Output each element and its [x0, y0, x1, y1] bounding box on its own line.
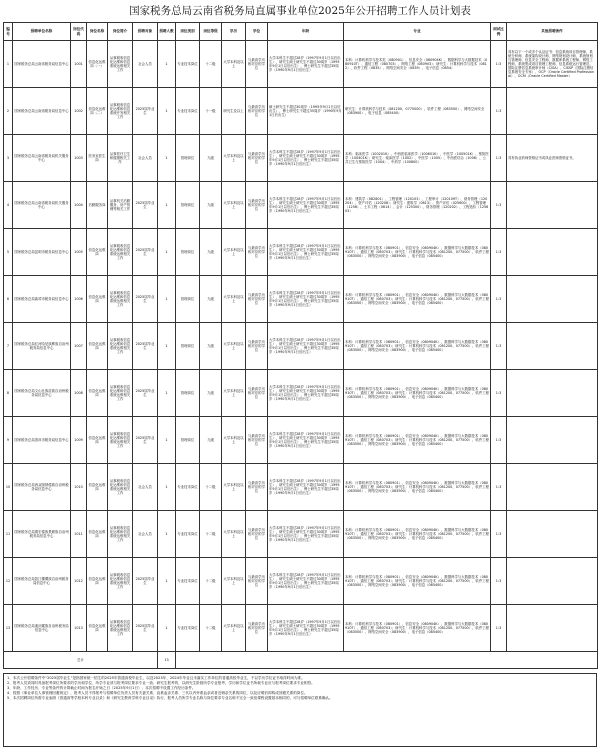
cell-intro: 从事税收信息化运维和信息系统运维相关工作	[108, 41, 133, 88]
column-header: 编号	[4, 23, 13, 41]
cell-no: 12	[4, 558, 13, 605]
cell-count: 1	[158, 558, 176, 605]
column-header: 岗位等级	[200, 23, 222, 41]
cell-post: 后勤服务岗	[87, 182, 108, 229]
cell-post: 信息化运维岗	[87, 511, 108, 558]
cell-unit: 国家税务总局云南省税务局机关服务中心	[13, 182, 71, 229]
cell-post: 医务室医生岗	[87, 135, 108, 182]
cell-age: 大学本科生不超过28岁（1997年9月1日以后出生），研究生硕士研究生不超过30周岁（1995年9月1日以后出生），博士研究生不超过35周岁（1990年9月1日后出生）	[268, 276, 344, 323]
cell-level: 九级	[200, 370, 222, 417]
column-header: 岗位简介	[108, 23, 133, 41]
cell-deg: 与最高学历相对应的学位	[246, 464, 268, 511]
cell-deg: 与最高学历相对应的学位	[246, 41, 268, 88]
cell-level: 十二级	[200, 464, 222, 511]
cell-target: 2025届毕业生	[133, 370, 158, 417]
cell-other	[507, 605, 598, 652]
cell-post: 信息化运维岗	[87, 276, 108, 323]
cell-other	[507, 182, 598, 229]
cell-cat: 专业技术岗位	[176, 88, 200, 135]
table-row	[4, 88, 598, 135]
cell-other: 具有以下一个或多个认证证书：信息系统项目管理师、系统分析师、系统架构设计师、网络规划设计师、系统规划与管理师、信息安全工程师、数据库系统工程师、网络工程师、系统集成项目管理工程师、信息系统运行管理员、国际注册信息系统审计师（CISA）、CISSP（国际注册信息系统安全专家）、OCP（Oracle Certified Professional）、OCM（Oracle Certified Master）	[507, 41, 598, 88]
cell-target: 社会人员	[133, 511, 158, 558]
cell-target: 2025届毕业生	[133, 417, 158, 464]
cell-intro: 从事税收信息化运维和信息系统运维相关工作	[108, 323, 133, 370]
total-empty	[176, 652, 598, 669]
cell-no: 5	[4, 229, 13, 276]
cell-unit: 国家税务总局迪庆藏族自治州税务局信息中心	[13, 605, 71, 652]
cell-post: 信息化运维岗	[87, 558, 108, 605]
cell-target: 2025届毕业生	[133, 229, 158, 276]
cell-deg: 与最高学历相对应的学位	[246, 605, 268, 652]
table-row	[4, 558, 598, 605]
cell-major: 本科：计算机科学与技术（080901）、信息安全（080904K）、数据科学与大数据技术（080910T）、通信工程（080703）；研究生：计算机科学与技术（081200、077500）、软件工程（083500）、网络空间安全（083900）、电子信息（085400）	[344, 464, 491, 511]
cell-cat: 管理岗位	[176, 370, 200, 417]
total-count: 13	[158, 652, 176, 669]
cell-code: 1013	[71, 605, 87, 652]
cell-level: 十二级	[200, 605, 222, 652]
table-row	[4, 229, 598, 276]
cell-age: 大学本科生不超过28岁（1997年9月1日以后出生），研究生硕士研究生不超过30周岁（1995年9月1日以后出生），博士研究生不超过35周岁（1990年9月1日后出生）	[268, 464, 344, 511]
cell-edu: 大学本科及以上	[222, 370, 246, 417]
cell-count: 1	[158, 464, 176, 511]
table-row	[4, 370, 598, 417]
cell-deg: 与最高学历相对应的学位	[246, 135, 268, 182]
cell-ratio: 1:3	[491, 605, 507, 652]
cell-edu: 大学本科及以上	[222, 417, 246, 464]
cell-other	[507, 88, 598, 135]
cell-code: 1005	[71, 229, 87, 276]
cell-target: 2025届毕业生	[133, 605, 158, 652]
table-header-row	[4, 23, 598, 41]
cell-no: 7	[4, 323, 13, 370]
cell-level: 九级	[200, 276, 222, 323]
column-header: 年龄	[268, 23, 344, 41]
cell-count: 1	[158, 88, 176, 135]
notes-section	[3, 673, 597, 747]
cell-edu: 大学本科及以上	[222, 558, 246, 605]
cell-intro: 从事税收信息化运维和信息系统运维相关工作	[108, 605, 133, 652]
table-row	[4, 323, 598, 370]
cell-major: 本科：计算机科学与技术（080901）、信息安全（080904K）、数据科学与大数据技术（080910T）、通信工程（080703）；研究生：计算机科学与技术（081200、077500）、软件工程（083500）、网络空间安全（083900）、电子信息（085400）	[344, 605, 491, 652]
cell-intro: 从事医疗卫生和健康相关工作	[108, 135, 133, 182]
cell-unit: 国家税务总局昆明市税务局信息中心	[13, 229, 71, 276]
cell-level: 十二级	[200, 558, 222, 605]
cell-deg: 与最高学历相对应的学位	[246, 88, 268, 135]
cell-count: 1	[158, 229, 176, 276]
cell-level: 九级	[200, 135, 222, 182]
cell-ratio: 1:3	[491, 464, 507, 511]
cell-deg: 与最高学历相对应的学位	[246, 558, 268, 605]
cell-unit: 国家税务总局云南省税务局机关服务中心	[13, 135, 71, 182]
cell-count: 1	[158, 370, 176, 417]
cell-post: 信息化运维岗	[87, 464, 108, 511]
cell-deg: 与最高学历相对应的学位	[246, 323, 268, 370]
cell-no: 6	[4, 276, 13, 323]
cell-target: 2025届毕业生	[133, 323, 158, 370]
cell-ratio: 1:3	[491, 276, 507, 323]
cell-code: 1012	[71, 558, 87, 605]
cell-unit: 国家税务总局文山壮族苗族自治州税务局信息中心	[13, 370, 71, 417]
cell-code: 1011	[71, 511, 87, 558]
cell-code: 1009	[71, 417, 87, 464]
column-header: 学历	[222, 23, 246, 41]
cell-count: 1	[158, 323, 176, 370]
cell-count: 1	[158, 605, 176, 652]
table-row	[4, 464, 598, 511]
cell-edu: 大学本科及以上	[222, 276, 246, 323]
note-line: 3、年龄、工作经历、专业等条件的计算截止时间为报名开始之日（2025年9月1日）；本次招聘不设置工作经历条件。	[7, 686, 196, 691]
column-header: 面试比例	[491, 23, 507, 41]
cell-level: 九级	[200, 182, 222, 229]
cell-level: 十二级	[200, 41, 222, 88]
cell-intro: 从事税收信息化运维和信息系统运维相关工作	[108, 276, 133, 323]
cell-deg: 与最高学历相对应的学位	[246, 229, 268, 276]
cell-code: 1010	[71, 464, 87, 511]
cell-cat: 专业技术岗位	[176, 511, 200, 558]
cell-unit: 国家税务总局西双版纳傣族自治州税务局信息中心	[13, 464, 71, 511]
cell-ratio: 1:3	[491, 135, 507, 182]
cell-code: 1001	[71, 41, 87, 88]
cell-edu: 大学本科及以上	[222, 511, 246, 558]
cell-intro: 从事税收信息化运维和信息系统开发相关工作	[108, 88, 133, 135]
cell-count: 1	[158, 511, 176, 558]
table-row	[4, 135, 598, 182]
column-header: 岗位名称	[87, 23, 108, 41]
cell-intro: 从事税收信息化运维和信息系统运维相关工作	[108, 370, 133, 417]
cell-code: 1007	[71, 323, 87, 370]
cell-age: 大学本科生不超过28岁（1997年9月1日以后出生），研究生硕士研究生不超过30周岁（1995年9月1日以后出生），博士研究生不超过35周岁（1990年9月1日后出生）	[268, 135, 344, 182]
cell-other	[507, 464, 598, 511]
cell-no: 8	[4, 370, 13, 417]
cell-cat: 专业技术岗位	[176, 605, 200, 652]
cell-other	[507, 511, 598, 558]
column-header: 招聘人数	[158, 23, 176, 41]
cell-code: 1004	[71, 182, 87, 229]
cell-major: 本科：计算机科学与技术（080901）、信息安全（080904K）、数据科学与大数据技术（080910T）、通信工程（080703）；研究生：计算机科学与技术（081200、077500）、软件工程（083500）、网络空间安全（083900）、电子信息（085400）	[344, 558, 491, 605]
cell-code: 1003	[71, 135, 87, 182]
recruitment-table	[3, 22, 598, 669]
cell-code: 1006	[71, 276, 87, 323]
column-header: 岗位代码	[71, 23, 87, 41]
cell-no: 11	[4, 511, 13, 558]
cell-count: 1	[158, 41, 176, 88]
cell-edu: 大学本科及以上	[222, 182, 246, 229]
table-row	[4, 276, 598, 323]
cell-major: 本科：计算机科学与技术（080901）、信息安全（080904K）、数据科学与大数据技术（080910T）、通信工程（080703）；研究生：计算机科学与技术（081200、077500）、软件工程（083500）、网络空间安全（083900）、电子信息（085400）	[344, 511, 491, 558]
cell-level: 十二级	[200, 511, 222, 558]
cell-ratio: 1:3	[491, 417, 507, 464]
cell-intro: 从事机关后勤服务、房产管理等相关工作	[108, 182, 133, 229]
cell-age: 大学本科生不超过28岁（1997年9月1日以后出生），研究生硕士研究生不超过30周岁（1995年9月1日以后出生），博士研究生不超过35周岁（1990年9月1日后出生）	[268, 558, 344, 605]
cell-no: 3	[4, 135, 13, 182]
cell-code: 1002	[71, 88, 87, 135]
cell-target: 2025届毕业生	[133, 276, 158, 323]
cell-cat: 专业技术岗位	[176, 464, 200, 511]
column-header: 招聘单位名称	[13, 23, 71, 41]
cell-ratio: 1:3	[491, 370, 507, 417]
column-header: 专业	[344, 23, 491, 41]
cell-no: 10	[4, 464, 13, 511]
note-line: 5、本次招聘岗位所需专业参照《普通高等学校本科专业目录》和《研究生教育学科专业目录》执行，报考人员所学专业名称与岗位要求专业名称不完全一致但课程设置基本相同的，可与招聘单位联系确认。	[7, 696, 333, 701]
cell-ratio: 1:3	[491, 558, 507, 605]
column-header: 学位	[246, 23, 268, 41]
cell-age: 大学本科生不超过28岁（1997年9月1日以后出生），研究生硕士研究生不超过30周岁（1995年9月1日以后出生），博士研究生不超过35周岁（1990年9月1日后出生）	[268, 511, 344, 558]
cell-other	[507, 417, 598, 464]
note-line: 1、本次公开招聘条件中“2025届毕业生”是指国家统一招生的2025年普通高校毕业生，以及2023年、2024年毕业且未落实工作单位的普通高校毕业生，不以学历学位证书取得时间为准。	[7, 676, 305, 680]
cell-deg: 与最高学历相对应的学位	[246, 417, 268, 464]
cell-no: 2	[4, 88, 13, 135]
cell-major: 本科：计算机科学与技术（080901）、信息安全（080904K）、数据科学与大数据技术（080910T）、通信工程（080703）；研究生：计算机科学与技术（081200、077500）、软件工程（083500）、网络空间安全（083900）、电子信息（085400）	[344, 229, 491, 276]
cell-cat: 管理岗位	[176, 135, 200, 182]
cell-cat: 管理岗位	[176, 182, 200, 229]
table-row	[4, 511, 598, 558]
cell-edu: 大学本科及以上	[222, 135, 246, 182]
cell-edu: 大学本科及以上	[222, 229, 246, 276]
cell-edu: 研究生及以上	[222, 88, 246, 135]
cell-post: 信息化运维岗（一）	[87, 41, 108, 88]
cell-no: 9	[4, 417, 13, 464]
cell-count: 1	[158, 276, 176, 323]
cell-post: 信息化运维岗（二）	[87, 88, 108, 135]
cell-deg: 与最高学历相对应的学位	[246, 276, 268, 323]
table-row	[4, 605, 598, 652]
table-row	[4, 417, 598, 464]
cell-ratio: 1:3	[491, 88, 507, 135]
cell-unit: 国家税务总局怒江傈僳族自治州税务局信息中心	[13, 558, 71, 605]
cell-other	[507, 276, 598, 323]
cell-cat: 管理岗位	[176, 276, 200, 323]
cell-other	[507, 370, 598, 417]
cell-code: 1008	[71, 370, 87, 417]
cell-major: 本科：计算机科学与技术（080901）、信息安全（080904K）、数据科学与大数据技术（080910T）、通信工程（080703）；研究生：计算机科学与技术（081200、077500）、软件工程（083500）、网络空间安全（083900）、电子信息（085400）	[344, 417, 491, 464]
cell-intro: 从事税收信息化运维和信息系统运维相关工作	[108, 464, 133, 511]
cell-unit: 国家税务总局普洱市税务局信息中心	[13, 417, 71, 464]
table-row	[4, 182, 598, 229]
cell-cat: 专业技术岗位	[176, 558, 200, 605]
cell-no: 13	[4, 605, 13, 652]
cell-edu: 大学本科及以上	[222, 605, 246, 652]
cell-major: 本科：计算机科学与技术类（080901）、信息安全（080904K）、数据科学与大数据技术（080910T）、通信工程（080703）、网络工程（080903）；研究生：计算机科学与技术（0812）、软件工程（0835）、网络空间安全（0839）、电子信息（0854）	[344, 41, 491, 88]
cell-deg: 与最高学历相对应的学位	[246, 182, 268, 229]
cell-major: 本科：计算机科学与技术（080901）、信息安全（080904K）、数据科学与大数据技术（080910T）、通信工程（080703）；研究生：计算机科学与技术（081200、077500）、软件工程（083500）、网络空间安全（083900）、电子信息（085400）	[344, 323, 491, 370]
cell-other	[507, 229, 598, 276]
cell-age: 硕士研究生不超过30周岁（1995年9月1日以后出生），博士研究生不超过35周岁（1990年9月1日后出生）	[268, 88, 344, 135]
cell-post: 信息化运维岗	[87, 370, 108, 417]
cell-unit: 国家税务总局德宏傣族景颇族自治州税务局信息中心	[13, 511, 71, 558]
cell-post: 信息化运维岗	[87, 417, 108, 464]
cell-ratio: 1:3	[491, 41, 507, 88]
note-line: 4、按照《事业单位人事管理回避规定》，报考人员不得报考与招聘单位负责人员有夫妻关系、直系血亲关系、三代以内旁系血亲或者近姻亲关系的岗位，以及应聘后即构成回避关系的岗位。	[7, 691, 308, 696]
cell-other: 具有执业药师资格证书或执业医师资格证书。	[507, 135, 598, 182]
column-header: 招聘对象	[133, 23, 158, 41]
cell-level: 十一级	[200, 88, 222, 135]
table-body	[4, 41, 598, 669]
cell-age: 大学本科生不超过28岁（1997年9月1日以后出生），研究生硕士研究生不超过30周岁（1995年9月1日以后出生），博士研究生不超过35周岁（1990年9月1日后出生）	[268, 41, 344, 88]
cell-intro: 从事税收信息化运维和信息系统运维相关工作	[108, 558, 133, 605]
cell-count: 1	[158, 135, 176, 182]
cell-other	[507, 323, 598, 370]
cell-major: 本科：建筑学（082801）、工程管理（120103）、工程审计（120109T）、财务管理（120204）、资产评估（120208）；研究生：建筑学（0813）、资产评估（025600）、工程管理（1256）、土木工程（0814）、会计（125300）、财务管理（120202）、工程造价（125603）	[344, 182, 491, 229]
cell-level: 九级	[200, 229, 222, 276]
cell-target: 社会人员	[133, 464, 158, 511]
cell-edu: 大学本科及以上	[222, 323, 246, 370]
cell-intro: 从事税收信息化运维和信息系统运维相关工作	[108, 511, 133, 558]
cell-cat: 管理岗位	[176, 417, 200, 464]
note-line: 2、报考人员须同时具备报考岗位所要求的学历和学位，所学专业须与报考岗位要求专业一致；研究生报考的，以研究生阶段所学专业报考，学历和学位证书所载专业应与报考岗位要求专业相符。	[7, 681, 315, 686]
cell-major: 本科：计算机科学与技术（080901）、信息安全（080904K）、数据科学与大数据技术（080910T）、通信工程（080703）；研究生：计算机科学与技术（081200、077500）、软件工程（083500）、网络空间安全（083900）、电子信息（085400）	[344, 370, 491, 417]
cell-target: 2025届毕业生	[133, 88, 158, 135]
cell-cat: 专业技术岗位	[176, 41, 200, 88]
cell-no: 4	[4, 182, 13, 229]
cell-level: 九级	[200, 417, 222, 464]
cell-ratio: 1:3	[491, 511, 507, 558]
cell-target: 2025届毕业生	[133, 558, 158, 605]
cell-ratio: 1:3	[491, 229, 507, 276]
cell-post: 信息化运维岗	[87, 229, 108, 276]
cell-major: 本科：临床医学（100201K）、中西医临床医学（100601K）、中医学（100501K）、预防医学（100401K）；研究生：临床医学（1002）、中医学（1005）、中西医结合（1006）、公共卫生与预防医学（1004）、中药学（100800）	[344, 135, 491, 182]
cell-cat: 管理岗位	[176, 323, 200, 370]
cell-post: 信息化运维岗	[87, 323, 108, 370]
cell-ratio: 1:3	[491, 182, 507, 229]
cell-deg: 与最高学历相对应的学位	[246, 370, 268, 417]
cell-target: 社会人员	[133, 41, 158, 88]
page-title: 国家税务总局云南省税务局直属事业单位2025年公开招聘工作人员计划表	[129, 5, 471, 17]
cell-count: 1	[158, 417, 176, 464]
cell-unit: 国家税务总局云南省税务局信息中心	[13, 41, 71, 88]
cell-cat: 管理岗位	[176, 229, 200, 276]
cell-count: 1	[158, 182, 176, 229]
cell-intro: 从事税收信息化运维和信息系统运维相关工作	[108, 229, 133, 276]
cell-major: 研究生：计算机科学与技术（081200、0775000）、软件工程（083500）、网络空间安全（083900）、电子信息（085400）	[344, 88, 491, 135]
cell-age: 大学本科生不超过28岁（1997年9月1日以后出生），研究生硕士研究生不超过30周岁（1995年9月1日以后出生），博士研究生不超过35周岁（1990年9月1日后出生）	[268, 323, 344, 370]
cell-post: 信息化运维岗	[87, 605, 108, 652]
cell-edu: 大学本科及以上	[222, 41, 246, 88]
cell-age: 大学本科生不超过28岁（1997年9月1日以后出生），研究生硕士研究生不超过30周岁（1995年9月1日以后出生），博士研究生不超过35周岁（1990年9月1日后出生）	[268, 417, 344, 464]
column-header: 岗位类别	[176, 23, 200, 41]
cell-no: 1	[4, 41, 13, 88]
cell-target: 社会人员	[133, 135, 158, 182]
cell-edu: 大学本科及以上	[222, 464, 246, 511]
cell-age: 大学本科生不超过28岁（1997年9月1日以后出生），研究生硕士研究生不超过30周岁（1995年9月1日以后出生），博士研究生不超过35周岁（1990年9月1日后出生）	[268, 370, 344, 417]
cell-deg: 与最高学历相对应的学位	[246, 511, 268, 558]
cell-unit: 国家税务总局红河哈尼族彝族自治州税务局信息中心	[13, 323, 71, 370]
cell-intro: 从事税收信息化运维和信息系统运维相关工作	[108, 417, 133, 464]
cell-age: 大学本科生不超过28岁（1997年9月1日以后出生），研究生硕士研究生不超过30周岁（1995年9月1日以后出生），博士研究生不超过35周岁（1990年9月1日后出生）	[268, 182, 344, 229]
cell-unit: 国家税务总局云南省税务局信息中心	[13, 88, 71, 135]
cell-other	[507, 558, 598, 605]
cell-target: 2025届毕业生	[133, 182, 158, 229]
column-header: 其他招聘条件	[507, 23, 598, 41]
total-row	[4, 652, 598, 669]
cell-age: 大学本科生不超过28岁（1997年9月1日以后出生），研究生硕士研究生不超过30周岁（1995年9月1日以后出生），博士研究生不超过35周岁（1990年9月1日后出生）	[268, 229, 344, 276]
cell-age: 大学本科生不超过28岁（1997年9月1日以后出生），研究生硕士研究生不超过30周岁（1995年9月1日以后出生），博士研究生不超过35周岁（1990年9月1日后出生）	[268, 605, 344, 652]
cell-major: 本科：计算机科学与技术（080901）、信息安全（080904K）、数据科学与大数据技术（080910T）、通信工程（080703）；研究生：计算机科学与技术（081200、077500）、软件工程（083500）、网络空间安全（083900）、电子信息（085400）	[344, 276, 491, 323]
total-label: 总计	[4, 652, 158, 669]
cell-level: 九级	[200, 323, 222, 370]
table-row	[4, 41, 598, 88]
cell-unit: 国家税务总局曲靖市税务局信息中心	[13, 276, 71, 323]
cell-ratio: 1:3	[491, 323, 507, 370]
